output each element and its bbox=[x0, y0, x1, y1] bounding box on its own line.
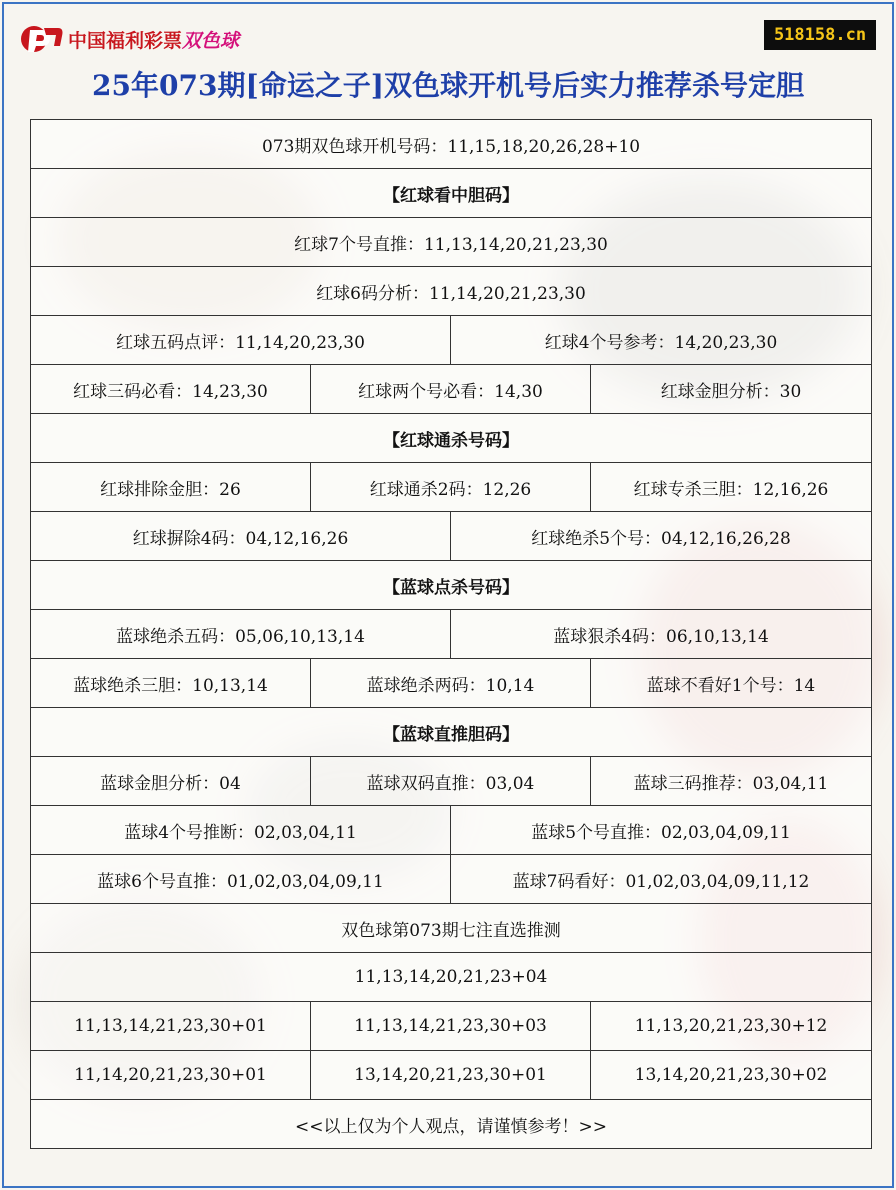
table-row bbox=[31, 512, 872, 561]
table-cell: 红球4个号参考：14,20,23,30 bbox=[451, 316, 872, 365]
table-row bbox=[31, 561, 872, 610]
table-cell: 蓝球狠杀4码：06,10,13,14 bbox=[451, 610, 872, 659]
table-row bbox=[31, 855, 872, 904]
table-cell: 蓝球7码看好：01,02,03,04,09,11,12 bbox=[451, 855, 872, 904]
table-cell: 11,13,14,20,21,23+04 bbox=[31, 953, 872, 1002]
table-row bbox=[31, 610, 872, 659]
table-cell: 【蓝球直推胆码】 bbox=[31, 708, 872, 757]
table-row bbox=[31, 1100, 872, 1149]
table-row bbox=[31, 659, 872, 708]
table-cell: 蓝球不看好1个号：14 bbox=[591, 659, 872, 708]
welfare-lottery-logo-icon bbox=[20, 22, 64, 56]
table-cell: 红球专杀三胆：12,16,26 bbox=[591, 463, 872, 512]
table-cell: 红球两个号必看：14,30 bbox=[311, 365, 591, 414]
table-cell: 红球7个号直推：11,13,14,20,21,23,30 bbox=[31, 218, 872, 267]
table-row bbox=[31, 414, 872, 463]
table-cell: 蓝球5个号直推：02,03,04,09,11 bbox=[451, 806, 872, 855]
table-cell: 073期双色球开机号码：11,15,18,20,26,28+10 bbox=[31, 120, 872, 169]
table-cell: 红球6码分析：11,14,20,21,23,30 bbox=[31, 267, 872, 316]
table-cell: 蓝球绝杀三胆：10,13,14 bbox=[31, 659, 311, 708]
table-cell: 蓝球6个号直推：01,02,03,04,09,11 bbox=[31, 855, 451, 904]
table-cell: 双色球第073期七注直选推测 bbox=[31, 904, 872, 953]
table-cell: 红球排除金胆：26 bbox=[31, 463, 311, 512]
table-row bbox=[31, 169, 872, 218]
table-row bbox=[31, 1002, 872, 1051]
table-cell: 【红球看中胆码】 bbox=[31, 169, 872, 218]
table-cell: 红球五码点评：11,14,20,23,30 bbox=[31, 316, 451, 365]
table-cell: 红球摒除4码：04,12,16,26 bbox=[31, 512, 451, 561]
site-badge: 518158.cn bbox=[764, 20, 876, 50]
table-cell: 蓝球双码直推：03,04 bbox=[311, 757, 591, 806]
table-cell: 13,14,20,21,23,30+02 bbox=[591, 1051, 872, 1100]
table-row bbox=[31, 218, 872, 267]
table-cell: 13,14,20,21,23,30+01 bbox=[311, 1051, 591, 1100]
table-cell: 红球三码必看：14,23,30 bbox=[31, 365, 311, 414]
table-cell: 红球通杀2码：12,26 bbox=[311, 463, 591, 512]
table-row bbox=[31, 953, 872, 1002]
table-cell: 11,13,20,21,23,30+12 bbox=[591, 1002, 872, 1051]
table-cell: 蓝球三码推荐：03,04,11 bbox=[591, 757, 872, 806]
table-cell: 蓝球绝杀两码：10,14 bbox=[311, 659, 591, 708]
lottery-logo bbox=[20, 22, 239, 56]
table-cell: 【红球通杀号码】 bbox=[31, 414, 872, 463]
table-cell: 蓝球金胆分析：04 bbox=[31, 757, 311, 806]
table-row bbox=[31, 120, 872, 169]
table-row bbox=[31, 463, 872, 512]
table-cell: 11,13,14,21,23,30+03 bbox=[311, 1002, 591, 1051]
table-cell: 【蓝球点杀号码】 bbox=[31, 561, 872, 610]
page-title: 25年073期[命运之子]双色球开机号后实力推荐杀号定胆 bbox=[92, 69, 804, 102]
table-row bbox=[31, 267, 872, 316]
table-row bbox=[31, 757, 872, 806]
table-row bbox=[31, 806, 872, 855]
table-row bbox=[31, 365, 872, 414]
table-cell: <<以上仅为个人观点，请谨慎参考！>> bbox=[31, 1100, 872, 1149]
prediction-table bbox=[30, 119, 872, 1149]
table-cell: 蓝球4个号推断：02,03,04,11 bbox=[31, 806, 451, 855]
table-row bbox=[31, 708, 872, 757]
table-cell: 11,14,20,21,23,30+01 bbox=[31, 1051, 311, 1100]
table-cell: 11,13,14,21,23,30+01 bbox=[31, 1002, 311, 1051]
page-header bbox=[0, 0, 896, 118]
table-row bbox=[31, 1051, 872, 1100]
logo-text: 中国福利彩票双色球 bbox=[68, 29, 240, 52]
table-row bbox=[31, 904, 872, 953]
table-cell: 蓝球绝杀五码：05,06,10,13,14 bbox=[31, 610, 451, 659]
table-row bbox=[31, 316, 872, 365]
table-cell: 红球金胆分析：30 bbox=[591, 365, 872, 414]
table-cell: 红球绝杀5个号：04,12,16,26,28 bbox=[451, 512, 872, 561]
